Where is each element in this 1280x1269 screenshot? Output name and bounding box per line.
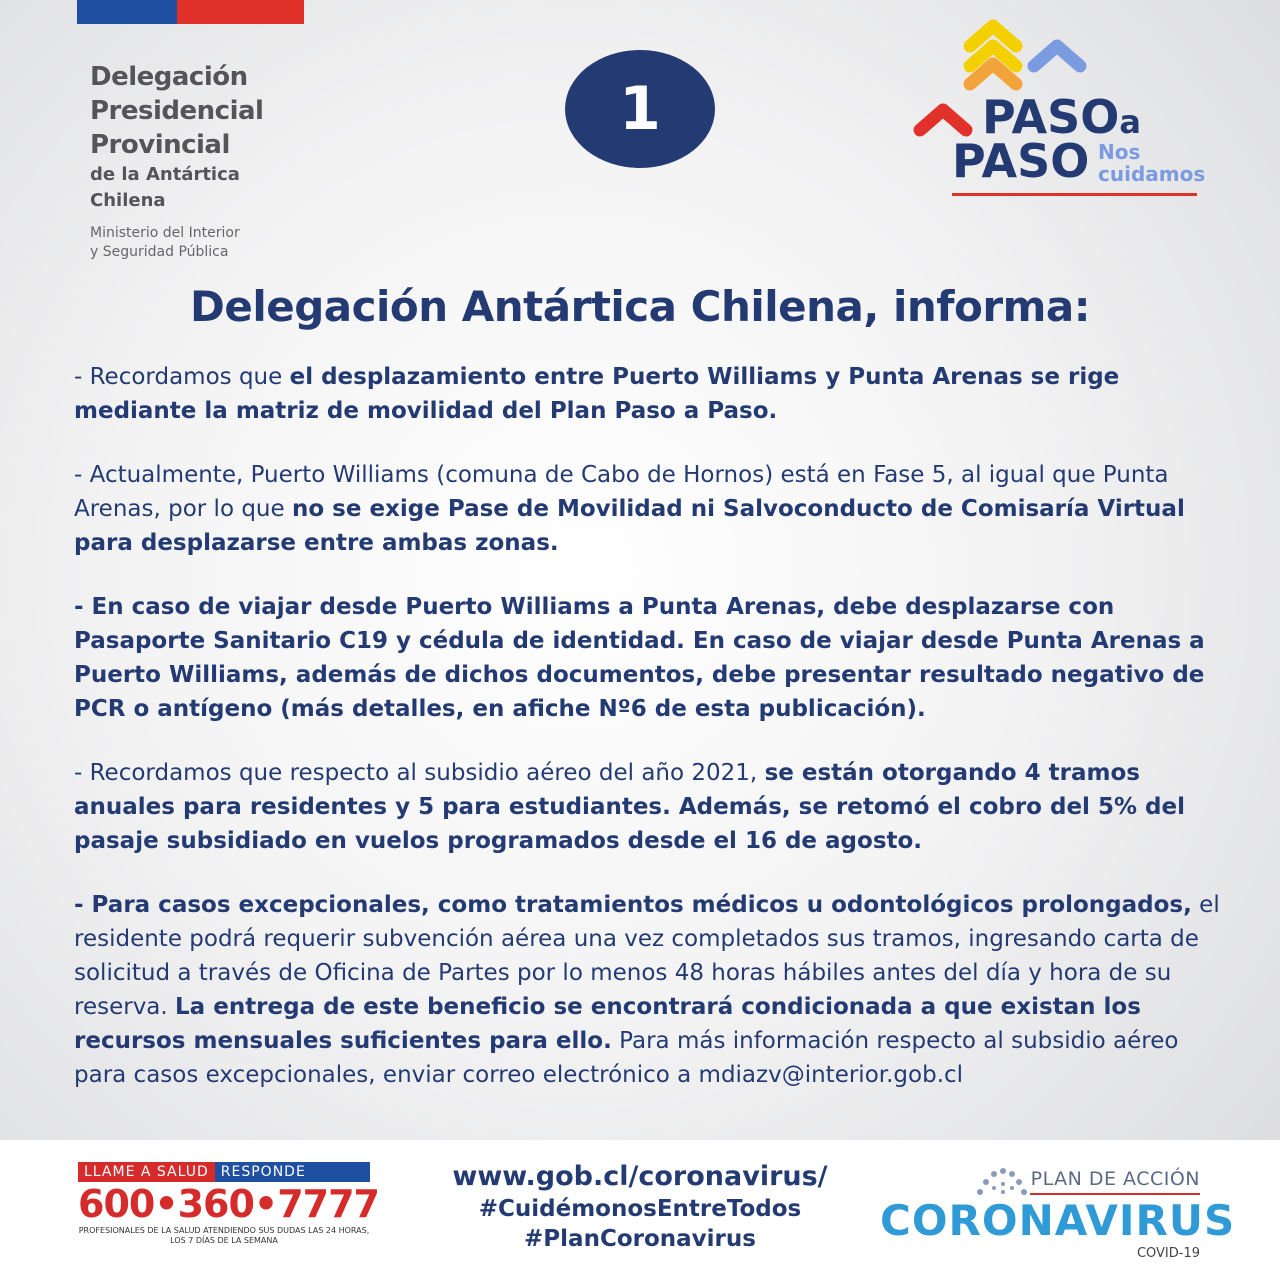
ministerio-line-1: Ministerio del Interior [90,225,240,241]
virus-dots-icon [972,1162,1032,1196]
p5-text-1: el residente podrá requerir subvención aérea una vez completados sus tramos, ingresando carta de solicitud a través de Oficina de Partes por lo menos 48 horas hábiles antes del día y hora de su reserva. [74,892,1220,1020]
hashtag-2: #PlanCoronavirus [524,1226,756,1252]
covid-19: COVID-19 [1136,1246,1200,1261]
salud-phone: 600•360•7777 [78,1182,379,1226]
nos-cuidamos-text [1098,141,1205,185]
salud-note: PROFESIONALES DE LA SALUD ATENDIENDO SUS DUDAS LAS 24 HORAS, LOS 7 DÍAS DE LA SEMANA [78,1226,370,1245]
p3-bold: - En caso de viajar desde Puerto Williams a Punta Arenas, debe desplazarse con Pasaporte Sanitario C19 y cédula de identidad. En caso de viajar desde Punta Arenas a Puerto Williams, además de dichos documentos, debe presentar resultado negativo de PCR o antígeno (más detalles, en afiche Nº6 de esta publicación). [74,594,1205,722]
p1-text: - Recordamos que [74,364,290,390]
delegacion-sub-2: Chilena [90,190,166,211]
delegacion-line-1: Delegación [90,62,248,92]
flag-blue-stripe [77,0,177,24]
p4-bold: se están otorgando 4 tramos anuales para residentes y 5 para estudiantes. Además, se retomó el cobro del 5% del pasaje subsidiado en vuelos programados desde el 16 de agosto. [74,760,1185,854]
paragraph-2 [74,458,1234,560]
p5-bold-2: La entrega de este beneficio se encontrará condicionada a que existan los recursos mensuales suficientes para ello. [74,994,1141,1054]
p5-bold-1: - Para casos excepcionales, como tratamientos médicos u odontológicos prolongados, [74,892,1192,918]
coronavirus-url: www.gob.cl/coronavirus/ [452,1161,828,1192]
p2-bold: no se exige Pase de Movilidad ni Salvoconducto de Comisaría Virtual para desplazarse entre ambas zonas. [74,496,1185,556]
paso-underline [952,193,1197,196]
salud-responde-bar [78,1162,370,1182]
p1-bold: el desplazamiento entre Puerto Williams y Punta Arenas se rige mediante la matriz de movilidad del Plan Paso a Paso. [74,364,1120,424]
llame-a-salud: LLAME A SALUD [78,1162,215,1182]
delegacion-line-3: Provincial [90,130,230,160]
responde: RESPONDE [215,1162,370,1182]
ministerio-text [90,224,263,262]
delegacion-line-2: Presidencial [90,96,264,126]
paso-a-paso-logo [910,14,1210,204]
paragraph-5 [74,888,1234,1092]
paragraph-4 [74,756,1234,858]
coronavirus-word: CORONAVIRUS [880,1196,1236,1245]
p5-text-2: Para más información respecto al subsidio aéreo para casos excepcionales, enviar correo electrónico a mdiazv@interior.gob.cl [74,1028,1179,1088]
delegacion-sub-1: de la Antártica [90,164,240,185]
hashtag-1: #CuidémonosEntreTodos [478,1196,802,1222]
paragraph-1 [74,360,1234,428]
paragraph-3 [74,590,1234,726]
plan-coronavirus-logo [880,1162,1236,1262]
footer-links [440,1160,840,1254]
paso-word-1: PASOa [982,90,1141,144]
plan-de-accion: PLAN DE ACCIÓN [1030,1168,1200,1190]
chile-flag-bar [77,0,304,24]
ministerio-line-2: y Seguridad Pública [90,244,229,260]
page-title: Delegación Antártica Chilena, informa: [189,282,1091,331]
notice-body [74,360,1234,1122]
p4-text: - Recordamos que respecto al subsidio aéreo del año 2021, [74,760,765,786]
p2-text: - Actualmente, Puerto Williams (comuna de Cabo de Hornos) está en Fase 5, al igual que Punta Arenas, por lo que [74,462,1169,522]
paso-word-2: PASO [952,134,1090,188]
footer [0,1140,1280,1269]
page-number-badge: 1 [565,50,715,168]
nos-text: Nos [1098,140,1141,164]
delegacion-logo [90,60,263,262]
cuidamos-text: cuidamos [1098,162,1206,186]
salud-responde-block [78,1162,379,1246]
flag-red-stripe [177,0,304,24]
plan-underline [1030,1193,1200,1195]
